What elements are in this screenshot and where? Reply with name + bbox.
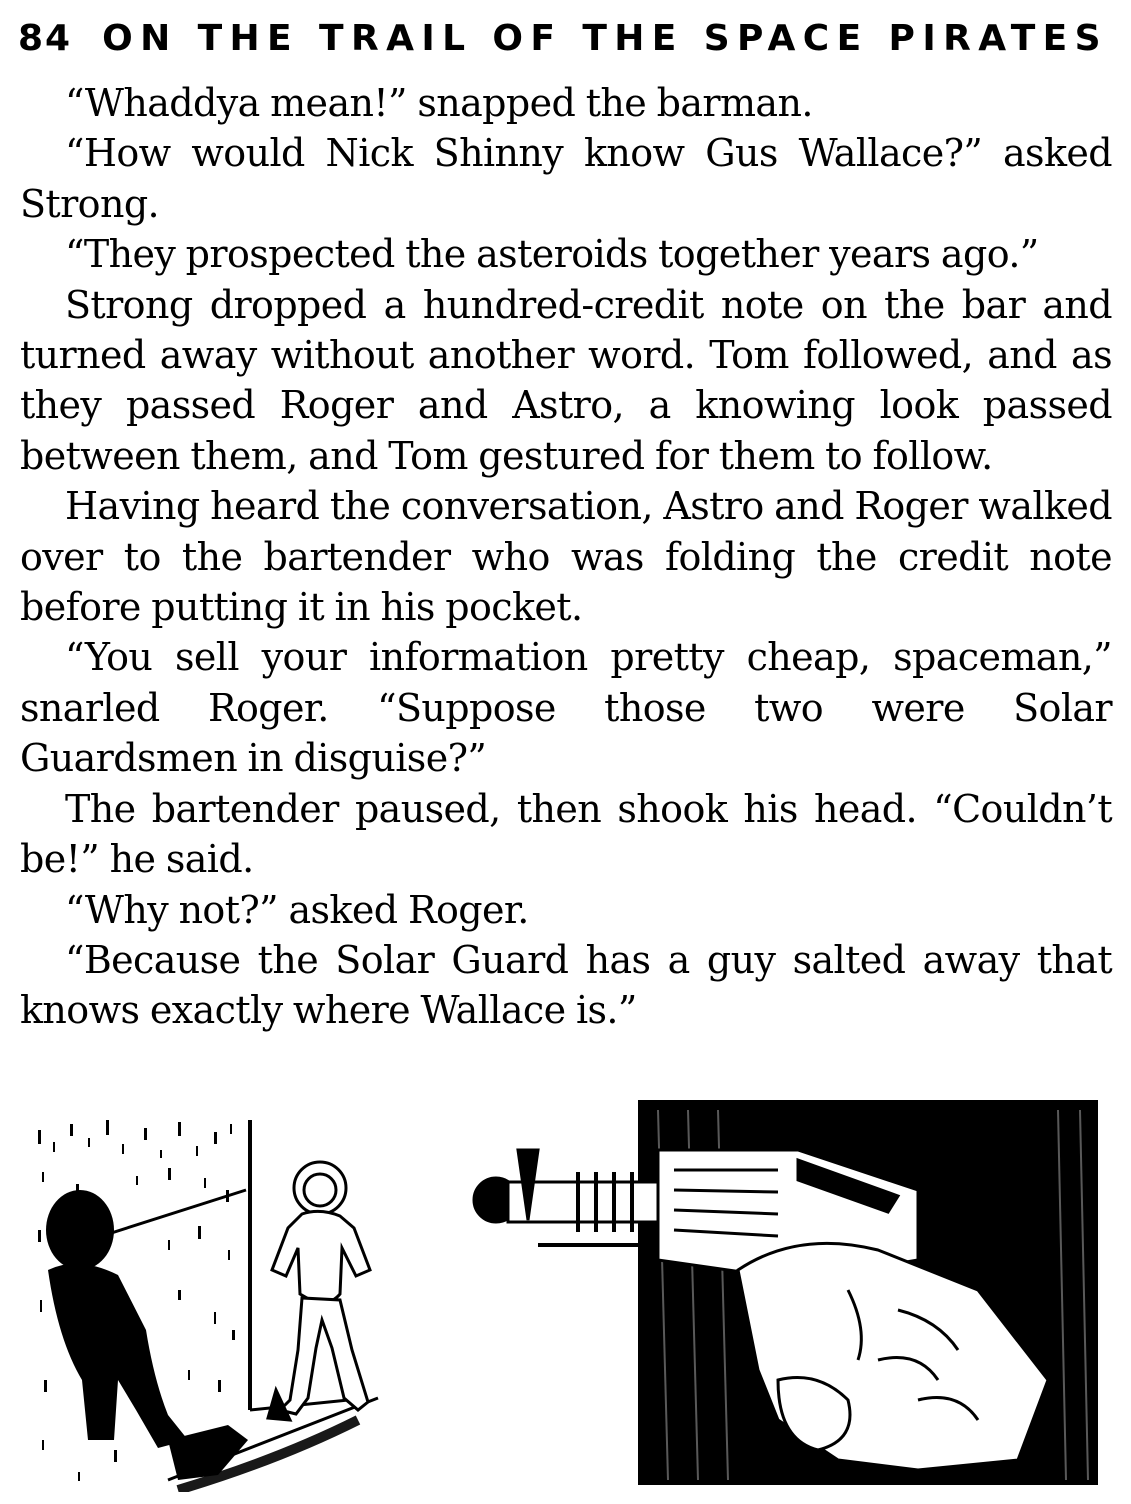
running-title: ON THE TRAIL OF THE SPACE PIRATES: [102, 17, 1108, 59]
paragraph: “They prospected the asteroids together years ago.”: [65, 232, 1039, 277]
paragraph: “Because the Solar Guard has a guy salted away that knows exactly where Wallace is.”: [20, 937, 1112, 1033]
paragraph: The bartender paused, then shook his head. “Couldn’t be!” he said.: [20, 786, 1112, 882]
spacesuit-figure: [268, 1162, 370, 1420]
paragraph: “Why not?” asked Roger.: [65, 887, 529, 932]
gun-panel: [474, 1100, 1098, 1485]
page-number: 84: [18, 17, 73, 59]
body-text: [20, 78, 1112, 1036]
paragraph: “How would Nick Shinny know Gus Wallace?” asked Strong.: [20, 131, 1112, 226]
illustration-drawing: [18, 1080, 1113, 1492]
paragraph: Strong dropped a hundred-credit note on the bar and turned away without another word. Tom followed, and as they passed Roger and Astro, a knowing look passed between them, and Tom gestured for them to follow.: [20, 282, 1112, 478]
paragraph: “Whaddya mean!” snapped the barman.: [65, 81, 813, 125]
paragraph: “You sell your information pretty cheap, spaceman,” snarled Roger. “Suppose those two were Solar Guardsmen in disguise?”: [20, 635, 1112, 781]
paragraph: Having heard the conversation, Astro and Roger walked over to the bartender who was folding the credit note before putting it in his pocket.: [20, 484, 1112, 630]
illustration: [18, 1080, 1113, 1492]
running-header: [18, 14, 1113, 62]
silhouette-figure: [46, 1190, 248, 1480]
